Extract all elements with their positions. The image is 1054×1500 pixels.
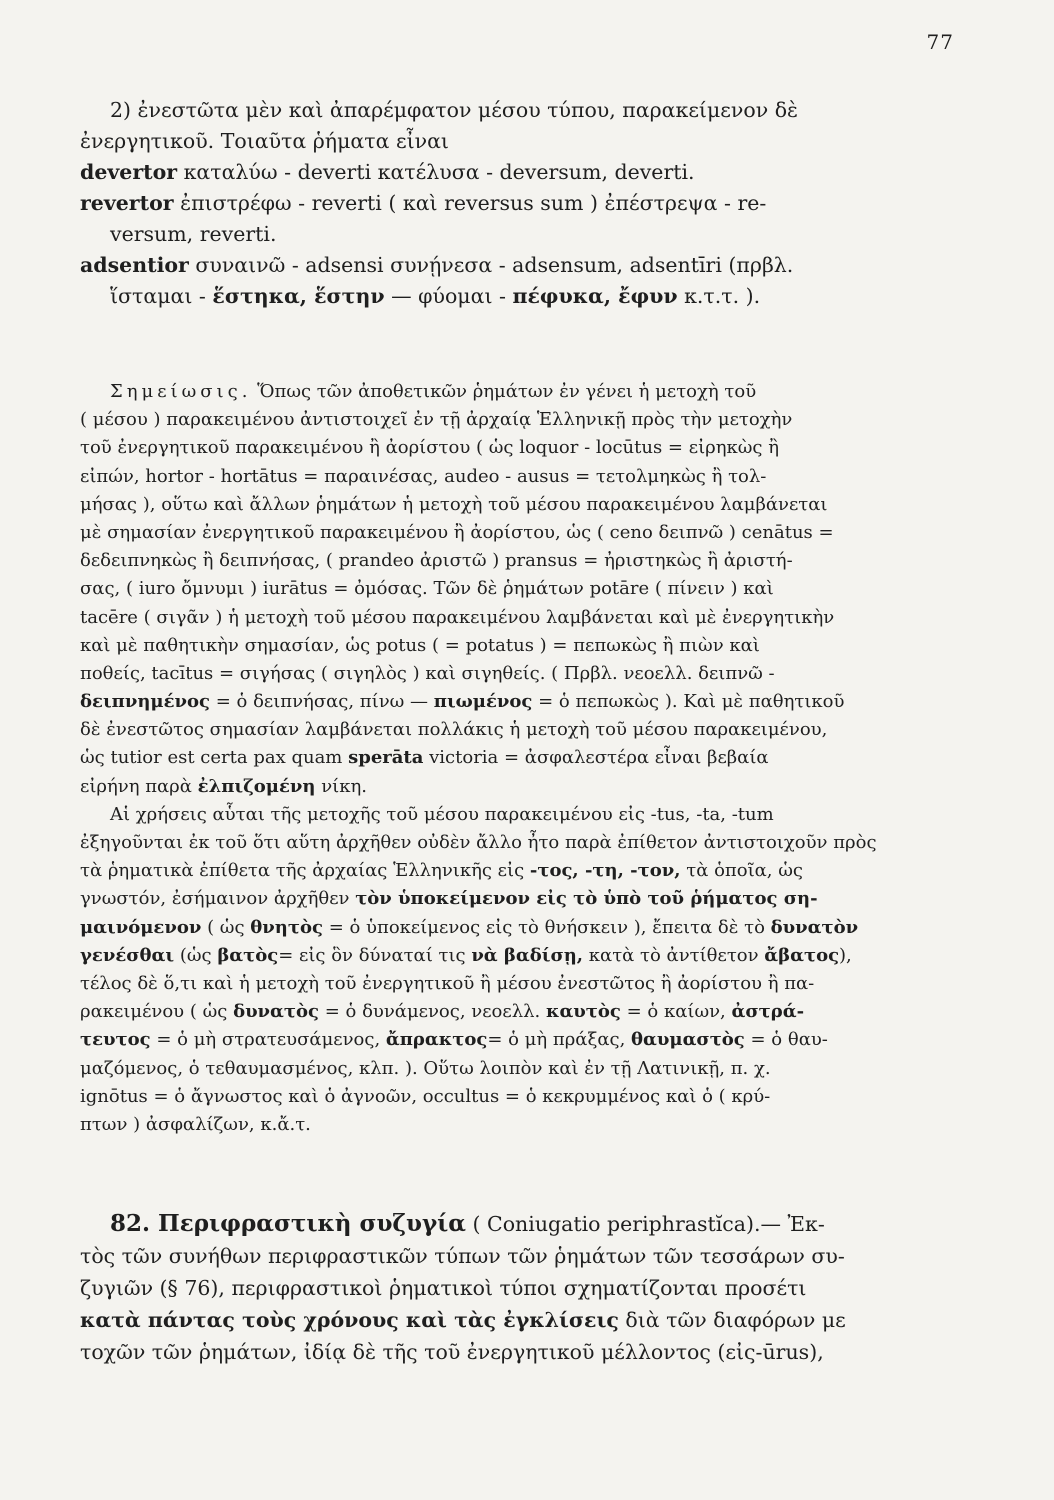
text-line: δὲ ἐνεστῶτος σημασίαν λαμβάνεται πολλάκις ἡ μετοχὴ τοῦ μέσου παρακειμένου, bbox=[80, 719, 828, 741]
text-line: δειπνημένος = ὁ δειπνήσας, πίνω — πιωμένος = ὁ πεπωκὼς ). Καὶ μὲ παθητικοῦ bbox=[80, 691, 845, 713]
text-line: μαινόμενον ( ὡς θνητὸς = ὁ ὑποκείμενος εἰς τὸ θνήσκειν ), ἔπειτα δὲ τὸ δυνατὸν bbox=[80, 916, 859, 938]
text-line: versum, reverti. bbox=[110, 222, 277, 246]
text-line: τοχῶν τῶν ῥημάτων, ἰδίᾳ δὲ τῆς τοῦ ἐνεργητικοῦ μέλλοντος (εἰς-ūrus), bbox=[80, 1340, 824, 1364]
text-line: ignōtus = ὁ ἄγνωστος καὶ ὁ ἀγνοῶν, occultus = ὁ κεκρυμμένος καὶ ὁ ( κρύ- bbox=[80, 1085, 771, 1107]
text-line: κατὰ πάντας τοὺς χρόνους καὶ τὰς ἐγκλίσεις διὰ τῶν διαφόρων με bbox=[80, 1308, 846, 1332]
text-line: 2) ἐνεστῶτα μὲν καὶ ἀπαρέμφατον μέσου τύπου, παρακείμενον δὲ bbox=[110, 98, 799, 122]
text-line: εἰρήνη παρὰ ἐλπιζομένη νίκη. bbox=[80, 775, 367, 797]
text-line: ἐνεργητικοῦ. Τοιαῦτα ῥήματα εἶναι bbox=[80, 129, 449, 153]
text-line: ρακειμένου ( ὡς δυνατὸς = ὁ δυνάμενος, νεοελλ. καυτὸς = ὁ καίων, ἀστρά- bbox=[80, 1001, 805, 1023]
text-line: ἵσταμαι - ἕστηκα, ἕστην — φύομαι - πέφυκα, ἔφυν κ.τ.τ. ). bbox=[110, 284, 761, 308]
text-line: ὡς tutior est certa pax quam sperāta victoria = ἀσφαλεστέρα εἶναι βεβαία bbox=[80, 747, 769, 769]
note-section bbox=[80, 378, 910, 1139]
text-line: τοῦ ἐνεργητικοῦ παρακειμένου ἢ ἀορίστου ( ὡς loquor - locūtus = εἰρηκὼς ἢ bbox=[80, 437, 780, 459]
text-line: devertor καταλύω - deverti κατέλυσα - deversum, deverti. bbox=[80, 160, 695, 184]
section-number: 82. bbox=[110, 1210, 151, 1237]
text-line: σας, ( iuro ὄμνυμι ) iurātus = ὀμόσας. Τῶν δὲ ῥημάτων potāre ( πίνειν ) καὶ bbox=[80, 578, 774, 600]
text-line: Σημείωσις. Ὅπως τῶν ἀποθετικῶν ῥημάτων ἐν γένει ἡ μετοχὴ τοῦ bbox=[110, 381, 757, 402]
section-heading: 82. Περιφραστικὴ συζυγία ( Coniugatio periphrastĭca).— Ἐκ- bbox=[110, 1210, 825, 1237]
text-line: ( μέσου ) παρακειμένου ἀντιστοιχεῖ ἐν τῇ ἀρχαίᾳ Ἑλληνικῇ πρὸς τὴν μετοχὴν bbox=[80, 409, 793, 431]
text-line: revertor ἐπιστρέφω - reverti ( καὶ reversus sum ) ἐπέστρεψα - re- bbox=[80, 191, 767, 215]
text-line: γενέσθαι (ὡς βατὸς= εἰς ὃν δύναταί τις νὰ βαδίσῃ, κατὰ τὸ ἀντίθετον ἄβατος), bbox=[80, 944, 852, 966]
text-line: τευτος = ὁ μὴ στρατευσάμενος, ἄπρακτος= ὁ μὴ πράξας, θαυμαστὸς = ὁ θαυ- bbox=[80, 1029, 828, 1051]
text-line: adsentior συναινῶ - adsensi συνῄνεσα - adsensum, adsentīri (πρβλ. bbox=[80, 253, 794, 277]
text-line: ποθείς, tacītus = σιγήσας ( σιγηλὸς ) καὶ σιγηθείς. ( Πρβλ. νεοελλ. δειπνῶ - bbox=[80, 662, 775, 684]
text-line: tacēre ( σιγᾶν ) ἡ μετοχὴ τοῦ μέσου παρακειμένου λαμβάνεται καὶ μὲ ἐνεργητικὴν bbox=[80, 606, 835, 628]
section-82 bbox=[80, 1208, 910, 1368]
text-line: γνωστόν, ἐσήμαινον ἀρχῆθεν τὸν ὑποκείμενον εἰς τὸ ὑπὸ τοῦ ῥήματος ση- bbox=[80, 888, 818, 910]
text-line: ζυγιῶν (§ 76), περιφραστικοὶ ῥηματικοὶ τύποι σχηματίζονται προσέτι bbox=[80, 1276, 807, 1300]
text-line: πτων ) ἀσφαλίζων, κ.ἄ.τ. bbox=[80, 1113, 311, 1135]
text-line: μὲ σημασίαν ἐνεργητικοῦ παρακειμένου ἢ ἀορίστου, ὡς ( ceno δειπνῶ ) cenātus = bbox=[80, 521, 834, 543]
text-line: ἐξηγοῦνται ἐκ τοῦ ὅτι αὕτη ἀρχῆθεν οὐδὲν ἄλλο ἦτο παρὰ ἐπίθετον ἀντιστοιχοῦν πρὸς bbox=[80, 832, 877, 853]
section-title: Περιφραστικὴ συζυγία bbox=[150, 1210, 466, 1237]
text-line: καὶ μὲ παθητικὴν σημασίαν, ὡς potus ( = potatus ) = πεπωκὼς ἢ πιὼν καὶ bbox=[80, 634, 760, 656]
text-line: Αἱ χρήσεις αὗται τῆς μετοχῆς τοῦ μέσου παρακειμένου εἰς -tus, -ta, -tum bbox=[110, 803, 774, 825]
text-line: μαζόμενος, ὁ τεθαυμασμένος, κλπ. ). Οὕτω λοιπὸν καὶ ἐν τῇ Λατινικῇ, π. χ. bbox=[80, 1057, 771, 1079]
intro-paragraph bbox=[80, 95, 910, 312]
note-label: Σημείωσις. bbox=[110, 381, 252, 402]
text-line: τὰ ῥηματικὰ ἐπίθετα τῆς ἀρχαίας Ἑλληνικῆς εἰς -τος, -τη, -τον, τὰ ὁποῖα, ὡς bbox=[80, 860, 803, 882]
text-line: δεδειπνηκὼς ἢ δειπνήσας, ( prandeo ἀριστῶ ) pransus = ἠριστηκὼς ἢ ἀριστή- bbox=[80, 550, 793, 572]
text-line: εἰπών, hortor - hortātus = παραινέσας, audeo - ausus = τετολμηκὼς ἢ τολ- bbox=[80, 465, 767, 487]
text-line: μήσας ), οὕτω καὶ ἄλλων ῥημάτων ἡ μετοχὴ τοῦ μέσου παρακειμένου λαμβάνεται bbox=[80, 493, 828, 515]
page-number: 77 bbox=[926, 30, 954, 54]
text-line: τέλος δὲ ὅ,τι καὶ ἡ μετοχὴ τοῦ ἐνεργητικοῦ ἢ μέσου ἐνεστῶτος ἢ ἀορίστου ἢ πα- bbox=[80, 972, 815, 994]
text-line: τὸς τῶν συνήθων περιφραστικῶν τύπων τῶν ῥημάτων τῶν τεσσάρων συ- bbox=[80, 1244, 845, 1268]
